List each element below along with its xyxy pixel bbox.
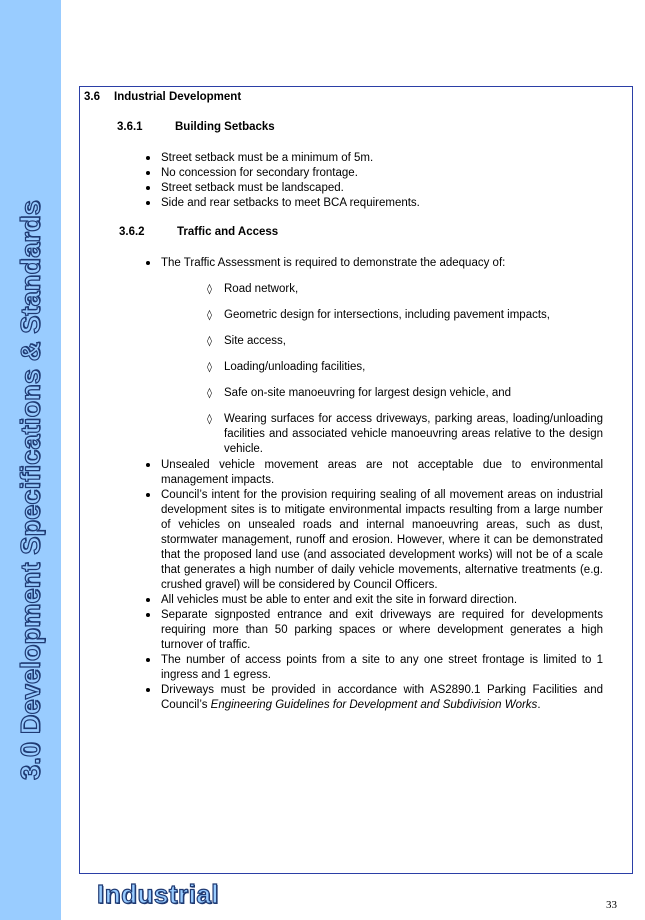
diamond-icon: ◊ [207, 310, 212, 321]
page-number: 33 [606, 899, 617, 911]
guidelines-reference: Engineering Guidelines for Development and Subdivision Works [210, 699, 538, 711]
diamond-icon: ◊ [207, 414, 212, 425]
traffic-intro-list [145, 256, 603, 271]
list-item: The number of access points from a site to any one street frontage is limited to 1 ingress and 1 egress. [145, 653, 603, 683]
traffic-assessment-sublist [207, 282, 603, 457]
list-item: The Traffic Assessment is required to demonstrate the adequacy of: [145, 256, 603, 271]
diamond-icon: ◊ [207, 362, 212, 373]
traffic-requirements-list [145, 458, 603, 713]
sub-list-item: ◊ Loading/unloading facilities, [207, 361, 366, 373]
sub-list-item: ◊ Road network, [207, 283, 299, 295]
diamond-icon: ◊ [207, 284, 212, 295]
subsection-heading-traffic-access [119, 226, 278, 238]
section-heading [84, 91, 241, 103]
section-number: 3.6 [84, 91, 100, 103]
list-item: Separate signposted entrance and exit driveways are required for developments requiring more than 50 parking spaces or where development generates a high turnover of traffic. [145, 608, 603, 653]
setback-list [145, 151, 475, 211]
sub-list-item: ◊ Wearing surfaces for access driveways, parking areas, loading/unloading facilities and associated vehicle manoeuvring areas relative to the design vehicle. [207, 413, 603, 455]
side-title: 3.0 Development Specifications & Standards [15, 199, 46, 781]
list-item: Driveways must be provided in accordance with AS2890.1 Parking Facilities and Council’s Engineering Guidelines for Development and Subdivision Works. [145, 683, 603, 713]
footer-title: Industrial [97, 879, 220, 909]
subsection-title: Building Setbacks [175, 121, 275, 133]
sub-list-item: ◊ Site access, [207, 335, 286, 347]
subsection-title: Traffic and Access [177, 226, 279, 238]
list-item: Street setback must be landscaped. [145, 181, 475, 196]
section-title: Industrial Development [114, 91, 242, 103]
diamond-icon: ◊ [207, 336, 212, 347]
list-item: Unsealed vehicle movement areas are not acceptable due to environmental management impacts. [145, 458, 603, 488]
sub-list-item: ◊ Safe on-site manoeuvring for largest design vehicle, and [207, 387, 512, 399]
subsection-number: 3.6.2 [119, 226, 145, 238]
list-item: All vehicles must be able to enter and exit the site in forward direction. [145, 593, 603, 608]
diamond-icon: ◊ [207, 388, 212, 399]
list-item: Council’s intent for the provision requiring sealing of all movement areas on industrial development sites is to mitigate environmental impacts resulting from a large number of vehicles on unsealed roads and internal manoeuvring areas, such as dust, stormwater management, runoff and erosion. However, where it can be demonstrated that the proposed land use (and associated development works) will not be of a scale that generates a high number of daily vehicle movements, alternative treatments (e.g. crushed gravel) will be considered by Council Officers. [145, 488, 603, 593]
subsection-number: 3.6.1 [117, 121, 143, 133]
list-item: Street setback must be a minimum of 5m. [145, 151, 475, 166]
list-item: No concession for secondary frontage. [145, 166, 475, 181]
sub-list-item: ◊ Geometric design for intersections, including pavement impacts, [207, 309, 550, 321]
subsection-heading-building-setbacks [117, 121, 275, 133]
list-item: Side and rear setbacks to meet BCA requirements. [145, 196, 475, 211]
